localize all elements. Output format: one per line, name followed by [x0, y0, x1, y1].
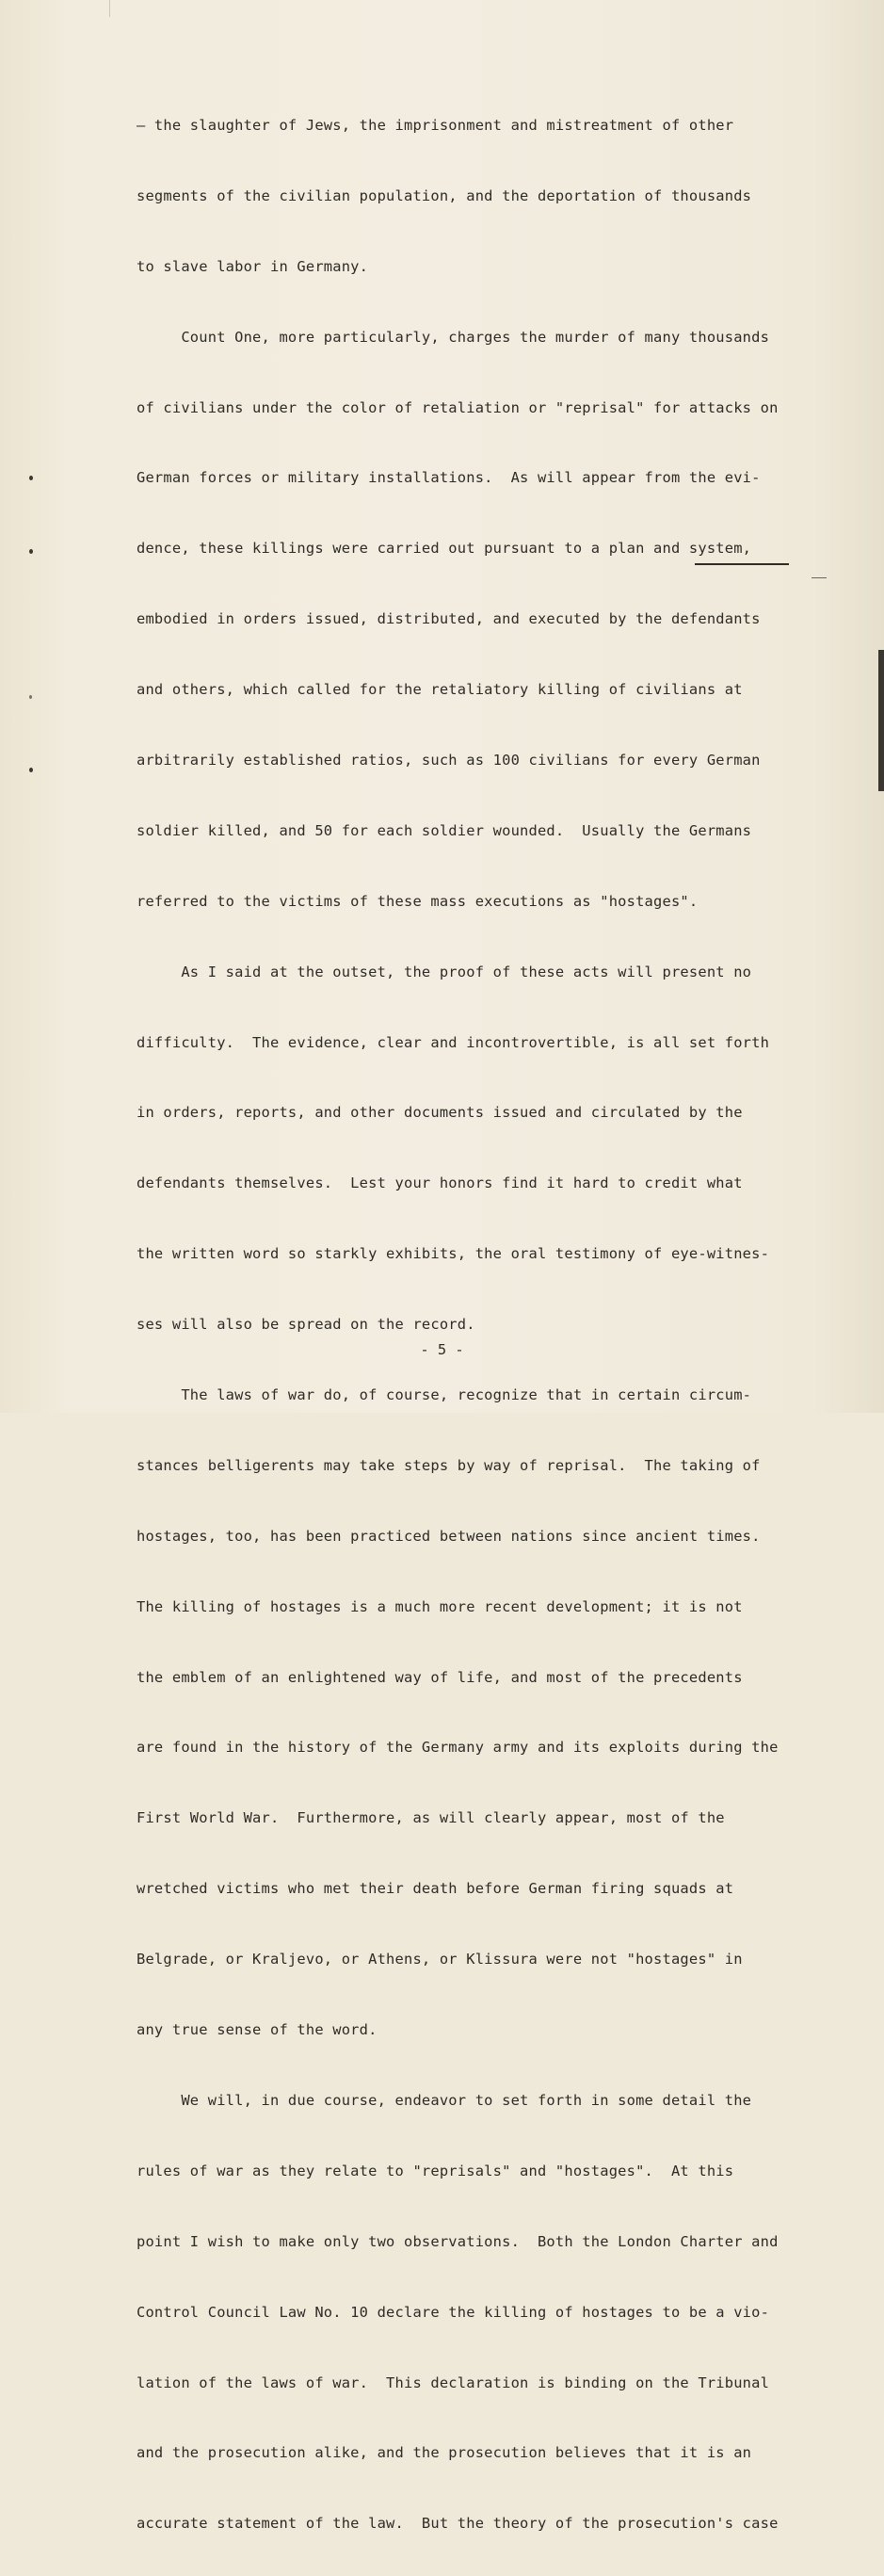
binding-hole-mark [29, 768, 33, 772]
text-line: arbitrarily established ratios, such as 100 civilians for every German [137, 752, 761, 770]
text-line: in orders, reports, and other documents issued and circulated by the [137, 1104, 743, 1122]
text-line: As I said at the outset, the proof of these acts will present no [137, 963, 752, 980]
text-line: Count One, more particularly, charges the murder of many thousands [137, 328, 770, 346]
text-line: We will, in due course, endeavor to set forth in some detail the [137, 2091, 752, 2109]
scan-edge-shadow [878, 650, 884, 791]
text-line: and the prosecution alike, and the prosecution believes that it is an [137, 2444, 752, 2462]
binding-hole-mark [29, 549, 33, 554]
text-line: and others, which called for the retaliatory killing of civilians at [137, 681, 743, 699]
text-line: — the slaughter of Jews, the imprisonment and mistreatment of other [137, 117, 734, 134]
text-line: Belgrade, or Kraljevo, or Athens, or Klissura were not "hostages" in [137, 1951, 743, 1968]
text-line: dence, these killings were carried out pursuant to a plan and system, [137, 540, 752, 558]
text-line: of civilians under the color of retaliation or "reprisal" for attacks on [137, 398, 779, 416]
text-line: rules of war as they relate to "reprisals" and "hostages". At this [137, 2162, 734, 2179]
text-line: segments of the civilian population, and the deportation of thousands [137, 186, 752, 204]
binding-hole-mark [29, 695, 32, 699]
text-line: The laws of war do, of course, recognize that in certain circum- [137, 1386, 752, 1404]
text-line: lation of the laws of war. This declaration is binding on the Tribunal [137, 2373, 770, 2391]
text-line: stances belligerents may take steps by way of reprisal. The taking of [137, 1456, 761, 1474]
text-line: the written word so starkly exhibits, the oral testimony of eye-witnes- [137, 1245, 770, 1263]
paper-crease [109, 0, 110, 17]
text-line: point I wish to make only two observations. Both the London Charter and [137, 2232, 779, 2250]
page-number: - 5 - [420, 1341, 464, 1358]
text-line: difficulty. The evidence, clear and incontrovertible, is all set forth [137, 1033, 770, 1051]
text-line: are found in the history of the Germany army and its exploits during the [137, 1739, 779, 1757]
margin-dash-mark [812, 577, 827, 578]
text-line: German forces or military installations. As will appear from the evi- [137, 469, 761, 487]
text-line: Control Council Law No. 10 declare the killing of hostages to be a vio- [137, 2303, 770, 2321]
text-line: referred to the victims of these mass executions as "hostages". [137, 892, 699, 910]
text-line: The killing of hostages is a much more recent development; it is not [137, 1597, 743, 1615]
text-line: embodied in orders issued, distributed, and executed by the defendants [137, 610, 761, 628]
text-line: ses will also be spread on the record. [137, 1316, 475, 1334]
text-line: wretched victims who met their death before German firing squads at [137, 1880, 734, 1898]
strikethrough-mark [695, 563, 789, 565]
text-line: to slave labor in Germany. [137, 257, 369, 275]
text-line: the emblem of an enlightened way of life, and most of the precedents [137, 1668, 743, 1686]
document-body [137, 73, 814, 2576]
text-line: soldier killed, and 50 for each soldier wounded. Usually the Germans [137, 821, 752, 839]
text-line: defendants themselves. Lest your honors find it hard to credit what [137, 1175, 743, 1192]
text-line: any true sense of the word. [137, 2021, 378, 2039]
text-line: hostages, too, has been practiced between nations since ancient times. [137, 1527, 761, 1545]
text-line: First World War. Furthermore, as will clearly appear, most of the [137, 1809, 725, 1827]
binding-hole-mark [29, 476, 33, 480]
text-line: accurate statement of the law. But the theory of the prosecution's case [137, 2515, 779, 2533]
